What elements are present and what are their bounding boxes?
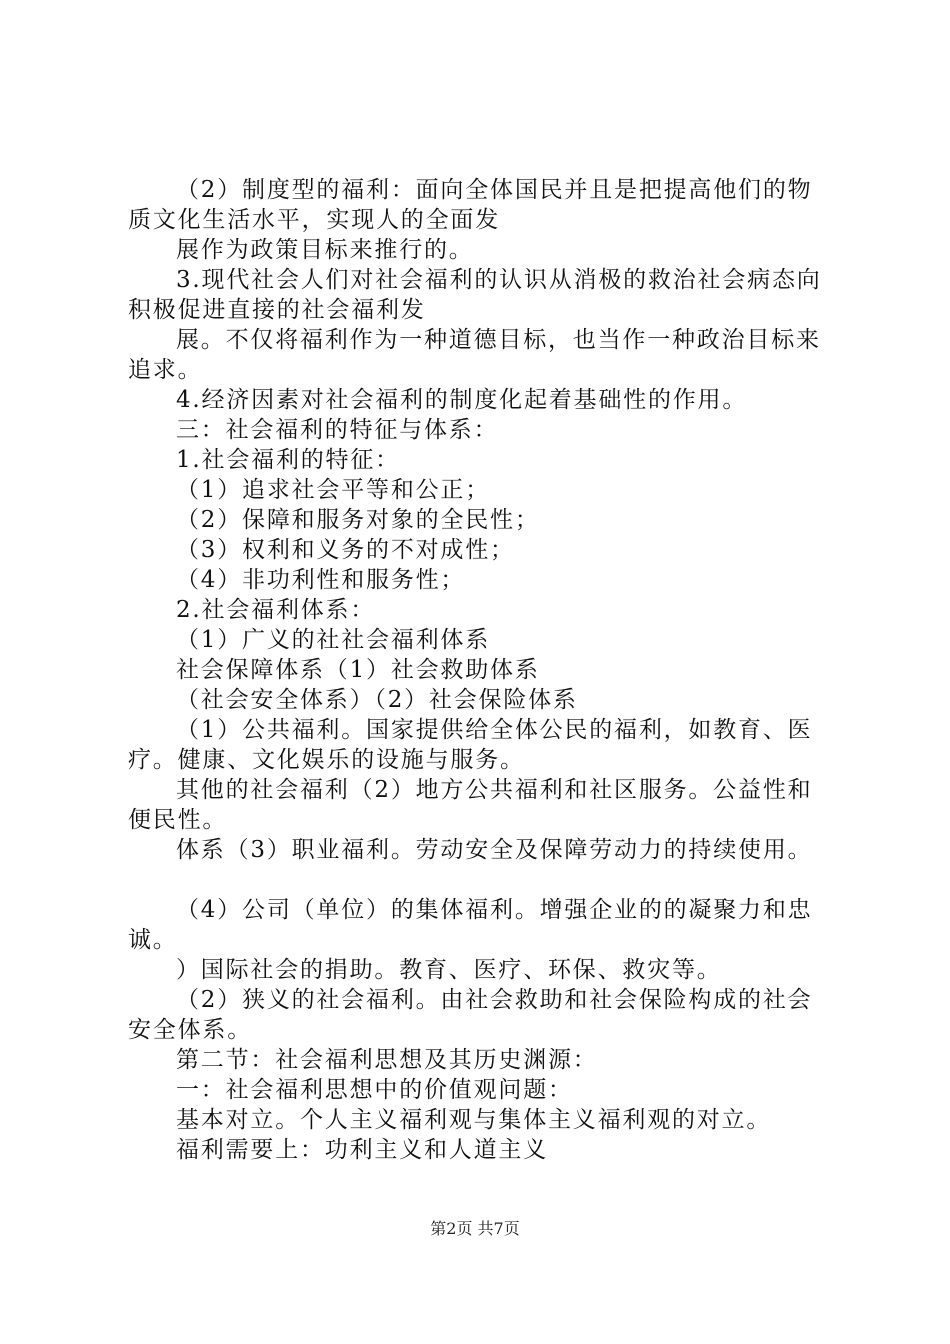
paragraph: （2）制度型的福利：面向全体国民并且是把提高他们的物质文化生活水平，实现人的全面发 (128, 177, 813, 233)
document-body (128, 175, 834, 1165)
paragraph: （4）公司（单位）的集体福利。增强企业的的凝聚力和忠诚。 (128, 897, 813, 953)
paragraph: （2）狭义的社会福利。由社会救助和社会保险构成的社会安全体系。 (128, 987, 813, 1043)
paragraph: ）国际社会的捐助。教育、医疗、环保、救灾等。 (176, 957, 722, 983)
paragraph: （社会安全体系）（2）社会保险体系 (176, 687, 578, 713)
paragraph: 4.经济因素对社会福利的制度化起着基础性的作用。 (176, 387, 748, 413)
paragraph: 其他的社会福利（2）地方公共福利和社区服务。公益性和便民性。 (128, 777, 813, 833)
paragraph: 福利需要上：功利主义和人道主义 (176, 1137, 548, 1163)
paragraph: 基本对立。个人主义福利观与集体主义福利观的对立。 (176, 1107, 772, 1133)
paragraph: （1）公共福利。国家提供给全体公民的福利，如教育、医疗。健康、文化娱乐的设施与服务。 (128, 717, 813, 773)
paragraph: 一：社会福利思想中的价值观问题： (176, 1077, 573, 1103)
paragraph: （1）广义的社社会福利体系 (176, 627, 491, 653)
paragraph: 展。不仅将福利作为一种道德目标，也当作一种政治目标来追求。 (128, 327, 821, 383)
page-number-label: 第2页 共7页 (430, 1219, 520, 1238)
paragraph: （1）追求社会平等和公正； (176, 477, 491, 503)
paragraph: 2.社会福利体系： (176, 597, 376, 623)
paragraph: 三：社会福利的特征与体系： (176, 417, 499, 443)
paragraph: 体系（3）职业福利。劳动安全及保障劳动力的持续使用。 (176, 837, 813, 863)
page-footer (0, 1216, 950, 1239)
paragraph: （4）非功利性和服务性； (176, 567, 466, 593)
paragraph: 第二节：社会福利思想及其历史渊源： (176, 1047, 598, 1073)
paragraph: 3.现代社会人们对社会福利的认识从消极的救治社会病态向积极促进直接的社会福利发 (128, 267, 822, 323)
paragraph: 展作为政策目标来推行的。 (176, 237, 474, 263)
paragraph: 1.社会福利的特征： (176, 447, 400, 473)
paragraph: （2）保障和服务对象的全民性； (176, 507, 540, 533)
paragraph: 社会保障体系（1）社会救助体系 (176, 657, 540, 683)
paragraph: （3）权利和义务的不对成性； (176, 537, 515, 563)
blank-line (128, 865, 834, 895)
